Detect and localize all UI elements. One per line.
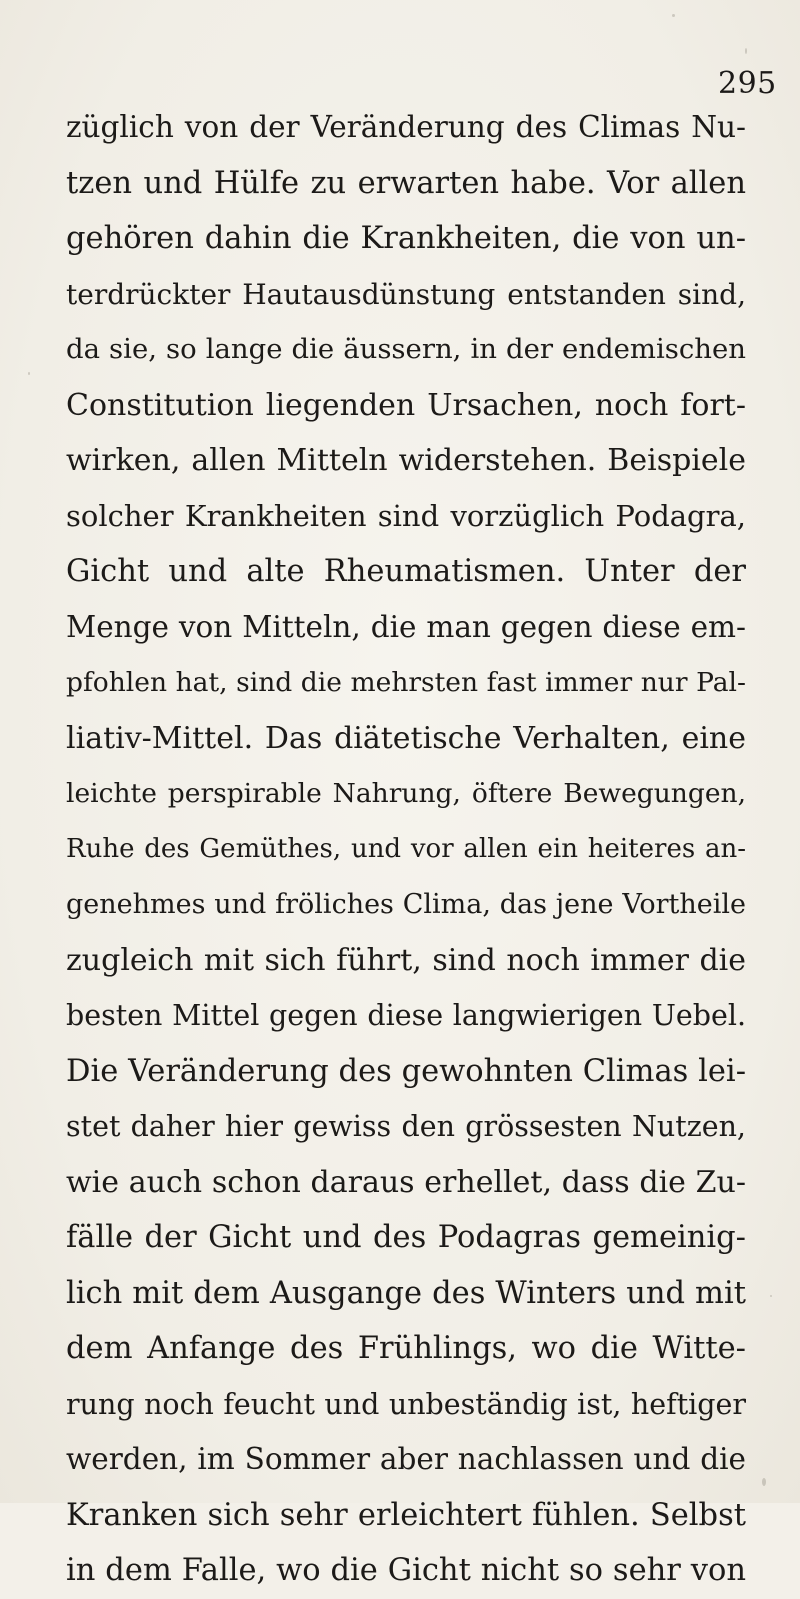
text-line: Gicht und alte Rheumatismen. Unter der	[66, 554, 746, 589]
text-line: solcher Krankheiten sind vorzüglich Podagra,	[66, 498, 746, 533]
text-line: lich mit dem Ausgange des Winters und mit	[66, 1275, 746, 1311]
text-line: Die Veränderung des gewohnten Climas lei-	[66, 1053, 746, 1089]
text-line: stet daher hier gewiss den grössesten Nutzen,	[66, 1110, 746, 1143]
paper-speck	[745, 48, 747, 54]
text-line: leichte perspirable Nahrung, öftere Bewegungen,	[66, 778, 746, 809]
text-line: rung noch feucht und unbeständig ist, heftiger	[66, 1387, 746, 1421]
text-line: wirken, allen Mitteln widerstehen. Beispiele	[66, 443, 746, 478]
text-line: Kranken sich sehr erleichtert fühlen. Selbst	[66, 1497, 746, 1533]
body-text	[66, 100, 746, 1599]
text-line: tzen und Hülfe zu erwarten habe. Vor allen	[66, 165, 746, 201]
text-line: terdrückter Hautausdünstung entstanden sind,	[66, 277, 746, 311]
text-line: zugleich mit sich führt, sind noch immer die	[66, 942, 746, 978]
text-line: werden, im Sommer aber nachlassen und die	[66, 1442, 746, 1476]
text-line: liativ-Mittel. Das diätetische Verhalten, eine	[66, 720, 746, 756]
page-number: 295	[718, 66, 777, 101]
text-line: gehören dahin die Krankheiten, die von un-	[66, 221, 746, 256]
text-line: wie auch schon daraus erhellet, dass die Zu-	[66, 1164, 746, 1200]
text-line: Ruhe des Gemüthes, und vor allen ein heiteres an-	[66, 833, 746, 864]
text-line: züglich von der Veränderung des Climas Nu-	[66, 110, 746, 144]
paper-speck	[770, 1295, 772, 1297]
text-line: pfohlen hat, sind die mehrsten fast immer nur Pal-	[66, 667, 746, 698]
text-line: da sie, so lange die äussern, in der endemischen	[66, 333, 746, 365]
text-line: besten Mittel gegen diese langwierigen Uebel.	[66, 999, 746, 1032]
text-line: in dem Falle, wo die Gicht nicht so sehr von	[66, 1553, 746, 1588]
paper-speck	[762, 1478, 766, 1486]
text-line: Constitution liegenden Ursachen, noch fort-	[66, 387, 746, 423]
text-line: Menge von Mitteln, die man gegen diese em-	[66, 609, 746, 644]
text-line: fälle der Gicht und des Podagras gemeinig-	[66, 1220, 746, 1255]
text-line: genehmes und fröliches Clima, das jene Vortheile	[66, 889, 746, 920]
text-line: dem Anfange des Frühlings, wo die Witte-	[66, 1331, 746, 1366]
paper-speck	[28, 372, 30, 375]
paper-speck	[672, 14, 675, 17]
